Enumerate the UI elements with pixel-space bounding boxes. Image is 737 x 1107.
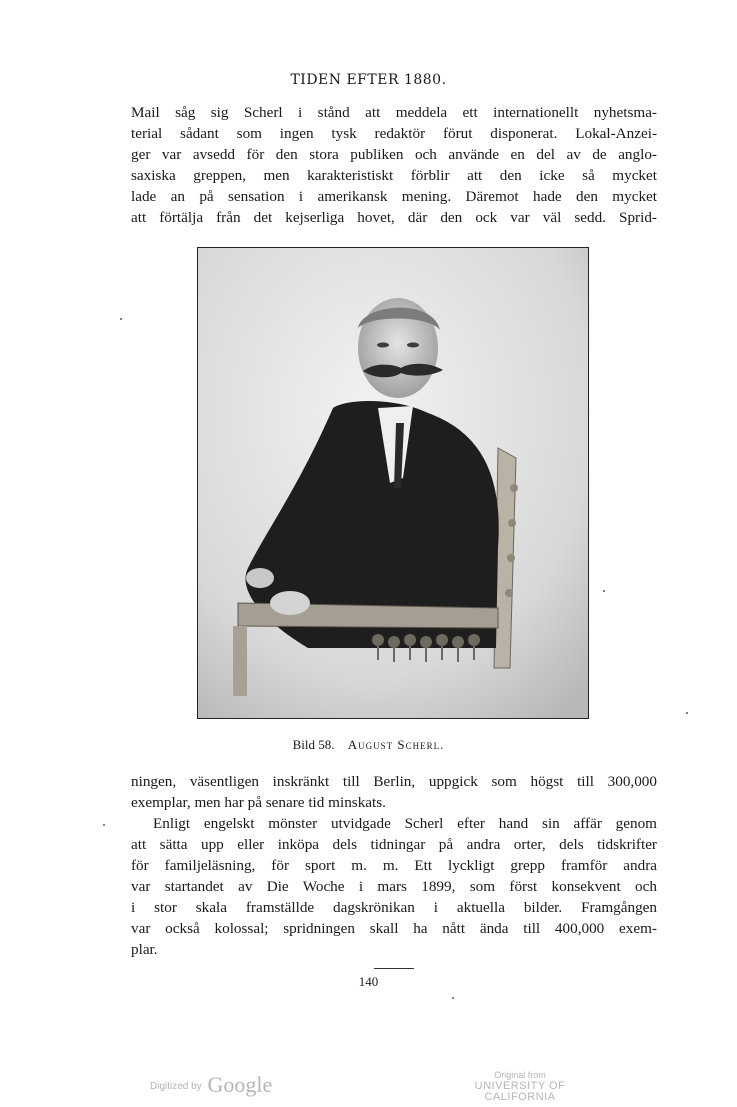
text-line: exemplar, men har på senare tid minskats. bbox=[131, 794, 386, 811]
scan-speck bbox=[103, 824, 105, 826]
figure-name: August Scherl. bbox=[347, 737, 445, 752]
original-from-watermark bbox=[445, 1070, 595, 1103]
text-line: att sätta upp eller inköpa dels tidningar på andra orter, dels tidskrifter bbox=[131, 836, 657, 853]
portrait-illustration bbox=[198, 248, 588, 718]
scan-speck bbox=[452, 997, 454, 999]
text-line: för familjeläsning, för sport m. m. Ett lyckligt grepp framför andra bbox=[131, 857, 657, 874]
figure-label: Bild 58. bbox=[292, 737, 335, 752]
text-line: ningen, väsentligen inskränkt till Berlin, uppgick som högst till 300,000 bbox=[131, 773, 657, 790]
scan-speck bbox=[603, 590, 605, 592]
text-line: saxiska greppen, men karakteristiskt förblir att den icke så mycket bbox=[131, 167, 657, 184]
running-header bbox=[0, 72, 737, 88]
running-header-title: TIDEN EFTER 1880. bbox=[290, 72, 447, 88]
google-logo: Google bbox=[207, 1072, 273, 1097]
text-line: i stor skala framställde dagskrönikan i aktuella bilder. Framgången bbox=[131, 899, 657, 916]
text-line: var startandet av Die Woche i mars 1899, som först konsekvent och bbox=[131, 878, 657, 895]
text-line: Enligt engelskt mönster utvidgade Scherl efter hand sin affär genom bbox=[153, 815, 657, 832]
paragraph-2 bbox=[131, 771, 657, 960]
digitized-by-watermark bbox=[150, 1072, 272, 1098]
scan-speck bbox=[120, 318, 122, 320]
page-number: 140 bbox=[358, 974, 379, 989]
institution-name: UNIVERSITY OF CALIFORNIA bbox=[474, 1080, 566, 1103]
scan-speck bbox=[686, 712, 688, 714]
page-number-rule bbox=[374, 968, 414, 969]
text-line: lade an på sensation i amerikansk mening. Däremot hade den mycket bbox=[131, 188, 657, 205]
figure-caption bbox=[0, 737, 737, 753]
text-line: ger var avsedd för den stora publiken och använde en del av de anglo- bbox=[131, 146, 657, 163]
text-line: var också kolossal; spridningen skall ha nått ända till 400,000 exem- bbox=[131, 920, 657, 937]
text-line: terial sådant som ingen tysk redaktör förut disponerat. Lokal-Anzei- bbox=[131, 125, 657, 142]
paragraph-1 bbox=[131, 102, 657, 228]
text-line: plar. bbox=[131, 941, 158, 958]
original-from-text: Original from bbox=[494, 1070, 546, 1080]
portrait-photo bbox=[197, 247, 589, 719]
digitized-by-text: Digitized by bbox=[150, 1081, 202, 1092]
text-line: att förtälja från det kejserliga hovet, där den ock var väl sedd. Sprid- bbox=[131, 209, 657, 226]
text-line: Mail såg sig Scherl i stånd att meddela ett internationellt nyhetsma- bbox=[131, 104, 657, 121]
